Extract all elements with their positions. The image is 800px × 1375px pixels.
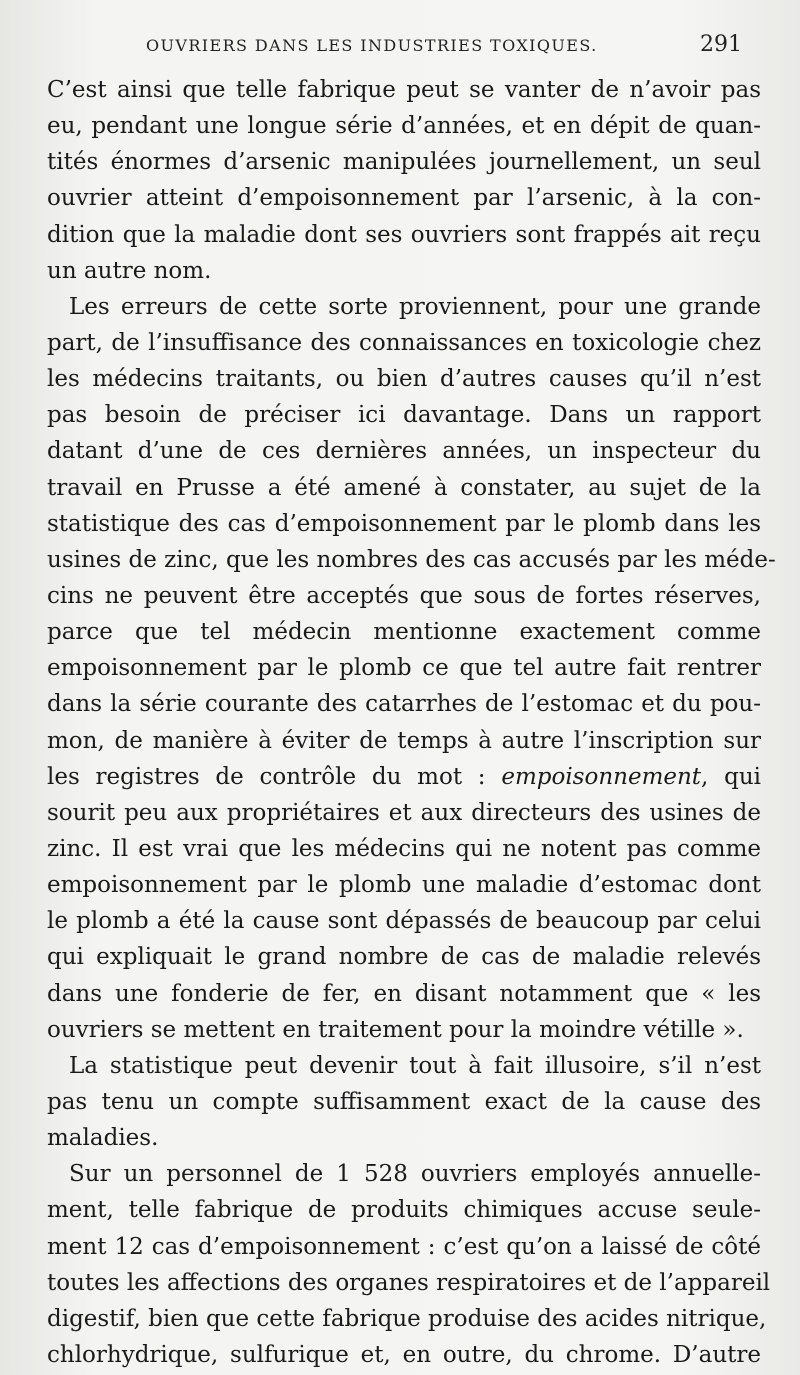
text-line: usines de zinc, que les nombres des cas accusés par les méde- [47, 546, 776, 573]
text-line: un autre nom. [47, 257, 212, 284]
text-line: ouvriers se mettent en traitement pour la moindre vétille ». [47, 1016, 744, 1043]
text-line-with-italic: les registres de contrôle du mot : empoisonnement, qui [47, 763, 762, 790]
running-title: OUVRIERS DANS LES INDUSTRIES TOXIQUES. [146, 36, 598, 55]
text-line: travail en Prusse a été amené à constater, au sujet de la [47, 474, 761, 501]
text-line: pas tenu un compte suffisamment exact de la cause des [47, 1088, 761, 1115]
text-line: dition que la maladie dont ses ouvriers sont frappés ait reçu [47, 221, 761, 248]
text-line: mon, de manière à éviter de temps à autre l’inscription sur [47, 727, 761, 754]
text-line: ment 12 cas d’empoisonnement : c’est qu’on a laissé de côté [47, 1233, 761, 1260]
text-line: dans une fonderie de fer, en disant notamment que « les [47, 980, 761, 1007]
text-line: dans la série courante des catarrhes de l’estomac et du pou- [47, 691, 761, 718]
text-line: le plomb a été la cause sont dépassés de beaucoup par celui [47, 908, 761, 935]
text-line: sourit peu aux propriétaires et aux directeurs des usines de [47, 799, 761, 826]
paragraph-start-line: Sur un personnel de 1 528 ouvriers employés annuelle- [69, 1161, 761, 1188]
text-line: cins ne peuvent être acceptés que sous de fortes réserves, [47, 582, 761, 609]
text-line: ouvrier atteint d’empoisonnement par l’arsenic, à la con- [47, 185, 761, 212]
text-line: maladies. [47, 1125, 159, 1152]
text-line: chlorhydrique, sulfurique et, en outre, du chrome. D’autre [47, 1341, 761, 1368]
running-head [0, 32, 800, 62]
text-line: parce que tel médecin mentionne exactement comme [47, 619, 761, 646]
text-line: zinc. Il est vrai que les médecins qui ne notent pas comme [47, 835, 761, 862]
text-line: tités énormes d’arsenic manipulées journellement, un seul [47, 149, 761, 176]
emphasized-word: empoisonnement [501, 763, 702, 790]
text-line: statistique des cas d’empoisonnement par le plomb dans les [47, 510, 761, 537]
text-line: les médecins traitants, ou bien d’autres causes qu’il n’est [47, 366, 761, 393]
body-text [47, 72, 776, 1373]
paragraph-start-line: Les erreurs de cette sorte proviennent, pour une grande [69, 293, 761, 320]
text-line: part, de l’insuffisance des connaissances en toxicologie chez [47, 329, 761, 356]
text-line: toutes les affections des organes respiratoires et de l’appareil [47, 1269, 771, 1296]
paragraph-start-line: La statistique peut devenir tout à fait illusoire, s’il n’est [69, 1052, 761, 1079]
text-line: pas besoin de préciser ici davantage. Dans un rapport [47, 402, 761, 429]
text-line: qui expliquait le grand nombre de cas de maladie relevés [47, 944, 761, 971]
page-number: 291 [700, 32, 742, 57]
text-line: digestif, bien que cette fabrique produise des acides nitrique, [47, 1305, 767, 1332]
text-line: eu, pendant une longue série d’années, et en dépit de quan- [47, 113, 761, 140]
text-line: C’est ainsi que telle fabrique peut se vanter de n’avoir pas [47, 77, 761, 103]
text-line: empoisonnement par le plomb une maladie d’estomac dont [47, 872, 761, 899]
text-line: ment, telle fabrique de produits chimiques accuse seule- [47, 1197, 761, 1224]
text-line: empoisonnement par le plomb ce que tel autre fait rentrer [47, 655, 761, 682]
text-line: datant d’une de ces dernières années, un inspecteur du [47, 438, 761, 465]
